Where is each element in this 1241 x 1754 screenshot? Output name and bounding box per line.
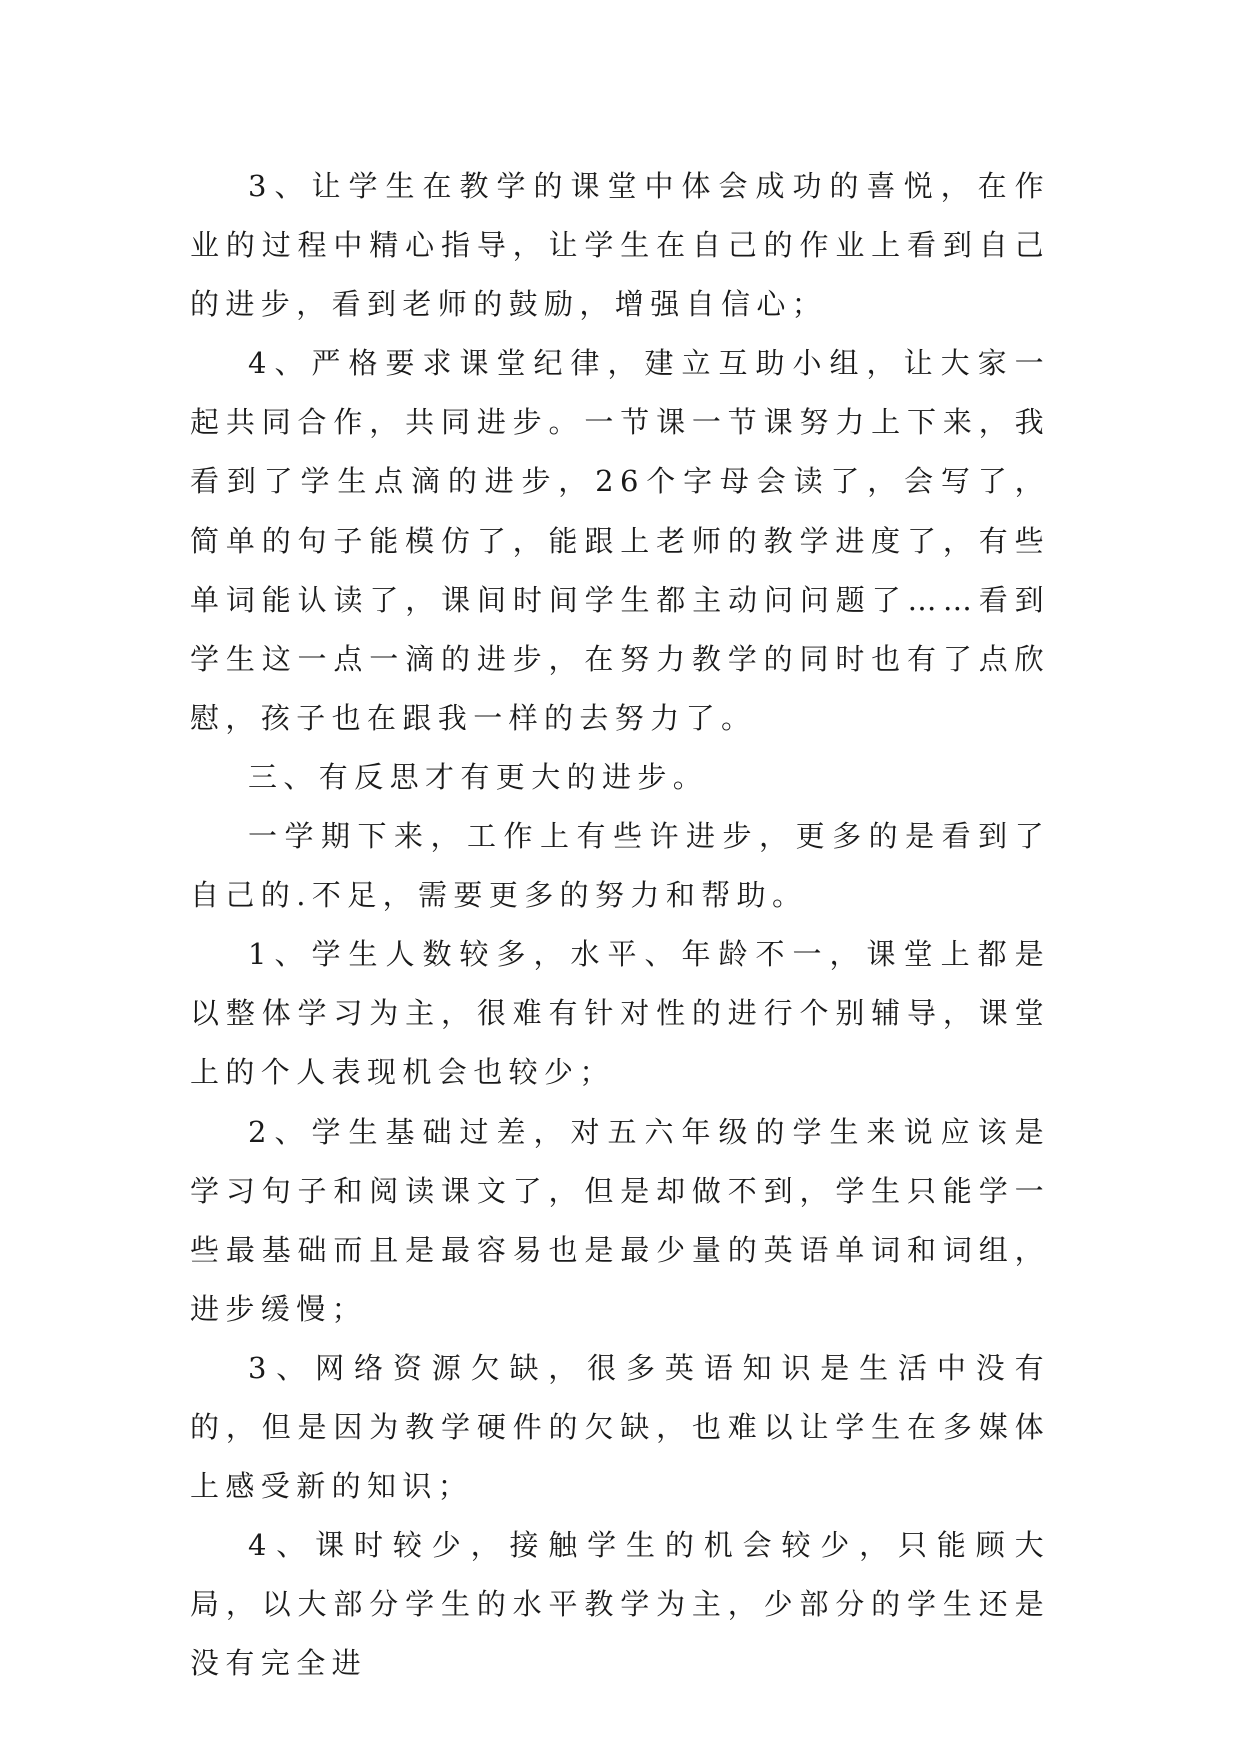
paragraph-semester-summary: 一学期下来，工作上有些许进步，更多的是看到了自己的.不足，需要更多的努力和帮助。 — [190, 819, 1050, 913]
paragraph-item-4-lesson-hours: 4、课时较少，接触学生的机会较少，只能顾大局，以大部分学生的水平教学为主，少部分的学生还是没有完全进 — [190, 1528, 1050, 1681]
paragraph-item-1-class-size: 1、学生人数较多，水平、年龄不一，课堂上都是以整体学习为主，很难有针对性的进行个别辅导，课堂上的个人表现机会也较少； — [190, 937, 1050, 1090]
paragraph-item-4-discipline: 4、严格要求课堂纪律，建立互助小组，让大家一起共同合作，共同进步。一节课一节课努力上下来，我看到了学生点滴的进步，26个字母会读了，会写了，简单的句子能模仿了，能跟上老师的教学进度了，有些单词能认读了，课间时间学生都主动问问题了……看到学生这一点一滴的进步，在努力教学的同时也有了点欣慰，孩子也在跟我一样的去努力了。 — [190, 346, 1050, 735]
paragraph-item-3-praise: 3、让学生在教学的课堂中体会成功的喜悦，在作业的过程中精心指导，让学生在自己的作业上看到自己的进步，看到老师的鼓励，增强自信心； — [190, 169, 1050, 322]
paragraph-item-3-resources: 3、网络资源欠缺，很多英语知识是生活中没有的，但是因为教学硬件的欠缺，也难以让学生在多媒体上感受新的知识； — [190, 1350, 1050, 1504]
paragraph-item-2-foundation: 2、学生基础过差，对五六年级的学生来说应该是学习句子和阅读课文了，但是却做不到，学生只能学一些最基础而且是最容易也是最少量的英语单词和词组，进步缓慢； — [190, 1114, 1050, 1326]
body-text — [190, 157, 1050, 1693]
section-heading-reflection: 三、有反思才有更大的进步。 — [248, 759, 709, 794]
